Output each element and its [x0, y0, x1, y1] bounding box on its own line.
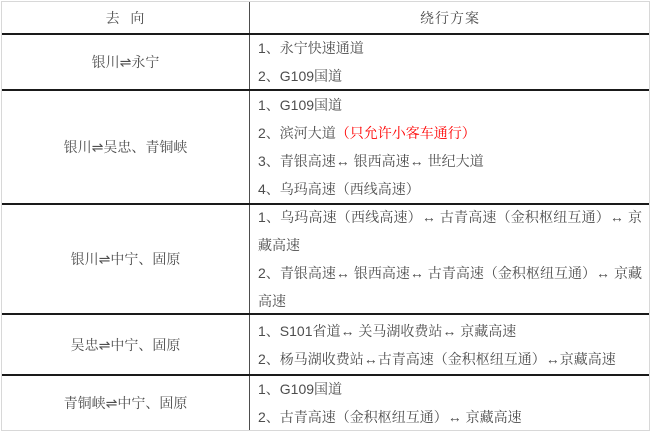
destination-cell: 银川⇌吴忠、青铜峡 [2, 91, 250, 203]
detour-plan-cell [250, 205, 649, 313]
plan-segment: 1、G109国道 [258, 381, 343, 397]
plan-segment: 1、永宁快速通道 [258, 40, 364, 56]
plan-line [258, 317, 642, 345]
plan-line [258, 91, 642, 119]
detour-plan-cell [250, 315, 649, 374]
destination-cell: 吴忠⇌中宁、固原 [2, 315, 250, 374]
detour-plan-cell [250, 91, 649, 203]
destination-cell: 银川⇌永宁 [2, 35, 250, 89]
plan-line [258, 205, 642, 259]
plan-line [258, 119, 642, 147]
plan-segment: 2、青银高速↔ 银西高速↔ 古青高速（金积枢纽互通）↔ 京藏高速 [258, 265, 642, 309]
plan-segment: 2、杨马湖收费站↔古青高速（金积枢纽互通）↔京藏高速 [258, 350, 616, 367]
plan-line [258, 147, 642, 175]
plan-line [258, 376, 642, 403]
table-header-row [2, 2, 649, 33]
plan-segment: 1、S101省道↔ 关马湖收费站↔ 京藏高速 [258, 322, 517, 339]
table-row [2, 89, 649, 203]
plan-line [258, 175, 642, 203]
detour-table [1, 1, 650, 431]
table-row [2, 203, 649, 313]
detour-plan-cell [250, 35, 649, 89]
destination-cell: 银川⇌中宁、固原 [2, 205, 250, 313]
plan-segment: 2、G109国道 [258, 68, 343, 84]
plan-segment: 1、G109国道 [258, 97, 343, 113]
column-header-destination: 去 向 [2, 2, 250, 33]
plan-segment: 1、乌玛高速（西线高速）↔ 古青高速（金积枢纽互通）↔ 京藏高速 [258, 209, 642, 253]
plan-line [258, 35, 642, 62]
plan-segment: 2、古青高速（金积枢纽互通）↔ 京藏高速 [258, 409, 522, 425]
plan-line [258, 62, 642, 89]
detour-plan-cell [250, 376, 649, 430]
destination-cell: 青铜峡⇌中宁、固原 [2, 376, 250, 430]
table-row [2, 374, 649, 430]
plan-line [258, 345, 642, 373]
column-header-detour-plan: 绕行方案 [420, 9, 480, 26]
table-row [2, 33, 649, 89]
plan-line [258, 259, 642, 313]
plan-segment-restriction: （只允许小客车通行） [335, 125, 476, 141]
plan-segment: 2、滨河大道 [258, 125, 336, 141]
plan-segment: 4、乌玛高速（西线高速） [258, 181, 420, 197]
table-row [2, 313, 649, 374]
plan-line [258, 403, 642, 430]
plan-segment: 3、青银高速↔ 银西高速↔ 世纪大道 [258, 153, 484, 169]
